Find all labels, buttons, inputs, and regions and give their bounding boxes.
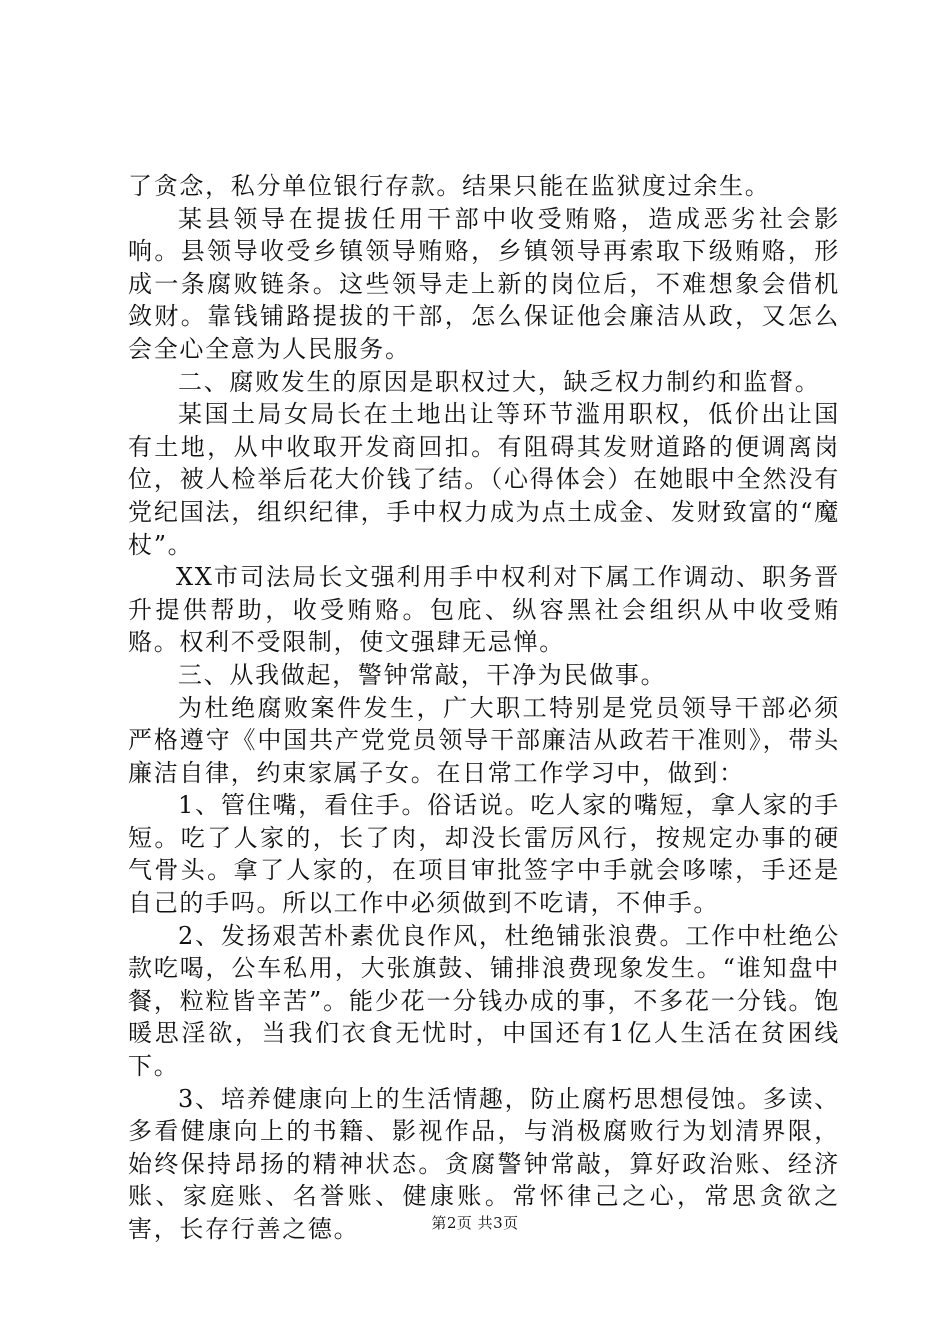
paragraph-3: 某国土局女局长在土地出让等环节滥用职权，低价出让国有土地，从中收取开发商回扣。有阻碍其发财道路的便调离岗位，被人检举后花大价钱了结。（心得体会）在她眼中全然没有党纪国法，组织纪律，手中权力成为点土成金、发财致富的“魔杖”。 <box>128 400 840 559</box>
document-body <box>128 170 840 1246</box>
paragraph-5: 为杜绝腐败案件发生，广大职工特别是党员领导干部必须严格遵守《中国共产党党员领导干部廉洁从政若干准则》，带头廉洁自律，约束家属子女。在日常工作学习中，做到： <box>128 693 840 787</box>
paragraph-4: XX市司法局长文强利用手中权利对下属工作调动、职务晋升提供帮助，收受贿赂。包庇、纵容黑社会组织从中收受贿赂。权利不受限制，使文强肆无忌惮。 <box>128 563 840 657</box>
paragraph-1: 了贪念，私分单位银行存款。结果只能在监狱度过余生。 <box>128 172 771 200</box>
paragraph-2: 某县领导在提拔任用干部中收受贿赂，造成恶劣社会影响。县领导收受乡镇领导贿赂，乡镇领导再索取下级贿赂，形成一条腐败链条。这些领导走上新的岗位后，不难想象会借机敛财。靠钱铺路提拔的干部，怎么保证他会廉洁从政，又怎么会全心全意为人民服务。 <box>128 204 840 363</box>
list-item-3: 3、培养健康向上的生活情趣，防止腐朽思想侵蚀。多读、多看健康向上的书籍、影视作品，与消极腐败行为划清界限，始终保持昂扬的精神状态。贪腐警钟常敲，算好政治账、经济账、家庭账、名誉账、健康账。常怀律己之心，常思贪欲之害，长存行善之德。 <box>128 1084 840 1243</box>
list-item-2: 2、发扬艰苦朴素优良作风，杜绝铺张浪费。工作中杜绝公款吃喝，公车私用，大张旗鼓、铺排浪费现象发生。“谁知盘中餐，粒粒皆辛苦”。能少花一分钱办成的事，不多花一分钱。饱暖思淫欲，当我们衣食无忧时，中国还有1亿人生活在贫困线下。 <box>128 921 840 1081</box>
list-item-1: 1、管住嘴，看住手。俗话说。吃人家的嘴短，拿人家的手短。吃了人家的，长了肉，却没长雷厉风行，按规定办事的硬气骨头。拿了人家的，在项目审批签字中手就会哆嗦，手还是自己的手吗。所以工作中必须做到不吃请，不伸手。 <box>128 791 840 918</box>
section-heading-2: 二、腐败发生的原因是职权过大，缺乏权力制约和监督。 <box>178 367 821 396</box>
section-heading-3: 三、从我做起，警钟常敲，干净为民做事。 <box>178 660 667 689</box>
page-footer: 第2页 共3页 <box>431 1214 519 1232</box>
